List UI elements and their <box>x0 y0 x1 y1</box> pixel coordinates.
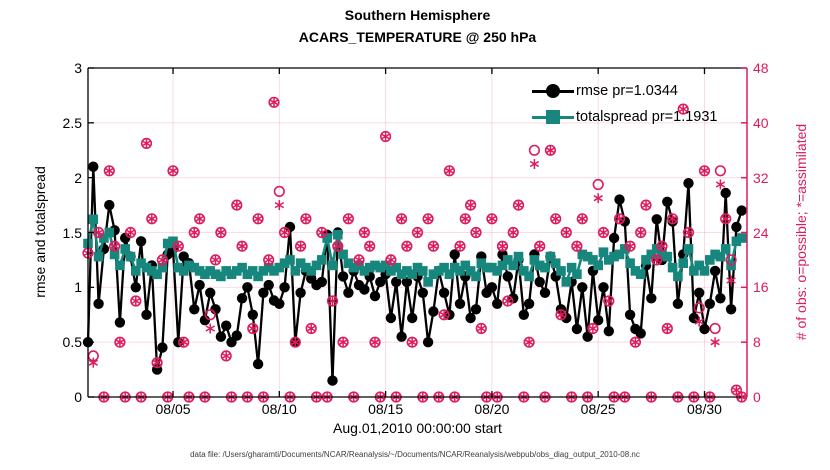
y-tick-label-right: 0 <box>753 389 761 405</box>
x-tick-label: 08/05 <box>155 401 191 417</box>
rmse-line-marker-icon <box>532 80 574 102</box>
legend-entry-totalspread <box>532 106 717 128</box>
legend-label-rmse: rmse pr=1.0344 <box>576 83 678 99</box>
x-tick-label: 08/20 <box>474 401 510 417</box>
y-tick-label-right: 24 <box>753 224 769 241</box>
y-tick-label-right: 48 <box>753 60 769 76</box>
y-tick-label-left: 0.5 <box>62 334 82 351</box>
legend-entry-rmse <box>532 80 717 102</box>
y-tick-label-left: 0 <box>74 389 82 405</box>
right-axis-label: # of obs: o=possible; *=assimilated <box>793 123 809 341</box>
x-tick-label: 08/15 <box>368 401 404 417</box>
y-tick-label-right: 8 <box>753 334 761 351</box>
legend <box>532 80 717 128</box>
x-tick-label: 08/25 <box>580 401 616 417</box>
y-tick-label-right: 32 <box>753 169 769 186</box>
totalspread-line-marker-icon <box>532 106 574 128</box>
y-tick-label-left: 1 <box>74 279 82 296</box>
legend-label-totalspread: totalspread pr=1.1931 <box>576 109 718 125</box>
y-tick-label-right: 16 <box>753 279 769 296</box>
y-tick-label-left: 2 <box>74 169 82 186</box>
x-tick-label: 08/10 <box>261 401 297 417</box>
y-tick-label-right: 40 <box>753 114 769 131</box>
left-axis-label: rmse and totalspread <box>32 166 48 298</box>
y-tick-label-left: 1.5 <box>62 224 82 241</box>
y-tick-label-left: 2.5 <box>62 114 82 131</box>
x-tick-label: 08/30 <box>686 401 722 417</box>
x-axis-label: Aug.01,2010 00:00:00 start <box>333 420 502 436</box>
data-file-caption: data file: /Users/gharamti/Documents/NCAR/Reanalysis/~/Documents/NCAR/Reanalysis/webpub/obs_diag_output_2010-08.nc <box>190 450 640 459</box>
y-tick-label-left: 3 <box>74 60 82 76</box>
chart-title-line2: ACARS_TEMPERATURE @ 250 hPa <box>298 29 537 45</box>
chart-title-line1: Southern Hemisphere <box>344 7 491 23</box>
